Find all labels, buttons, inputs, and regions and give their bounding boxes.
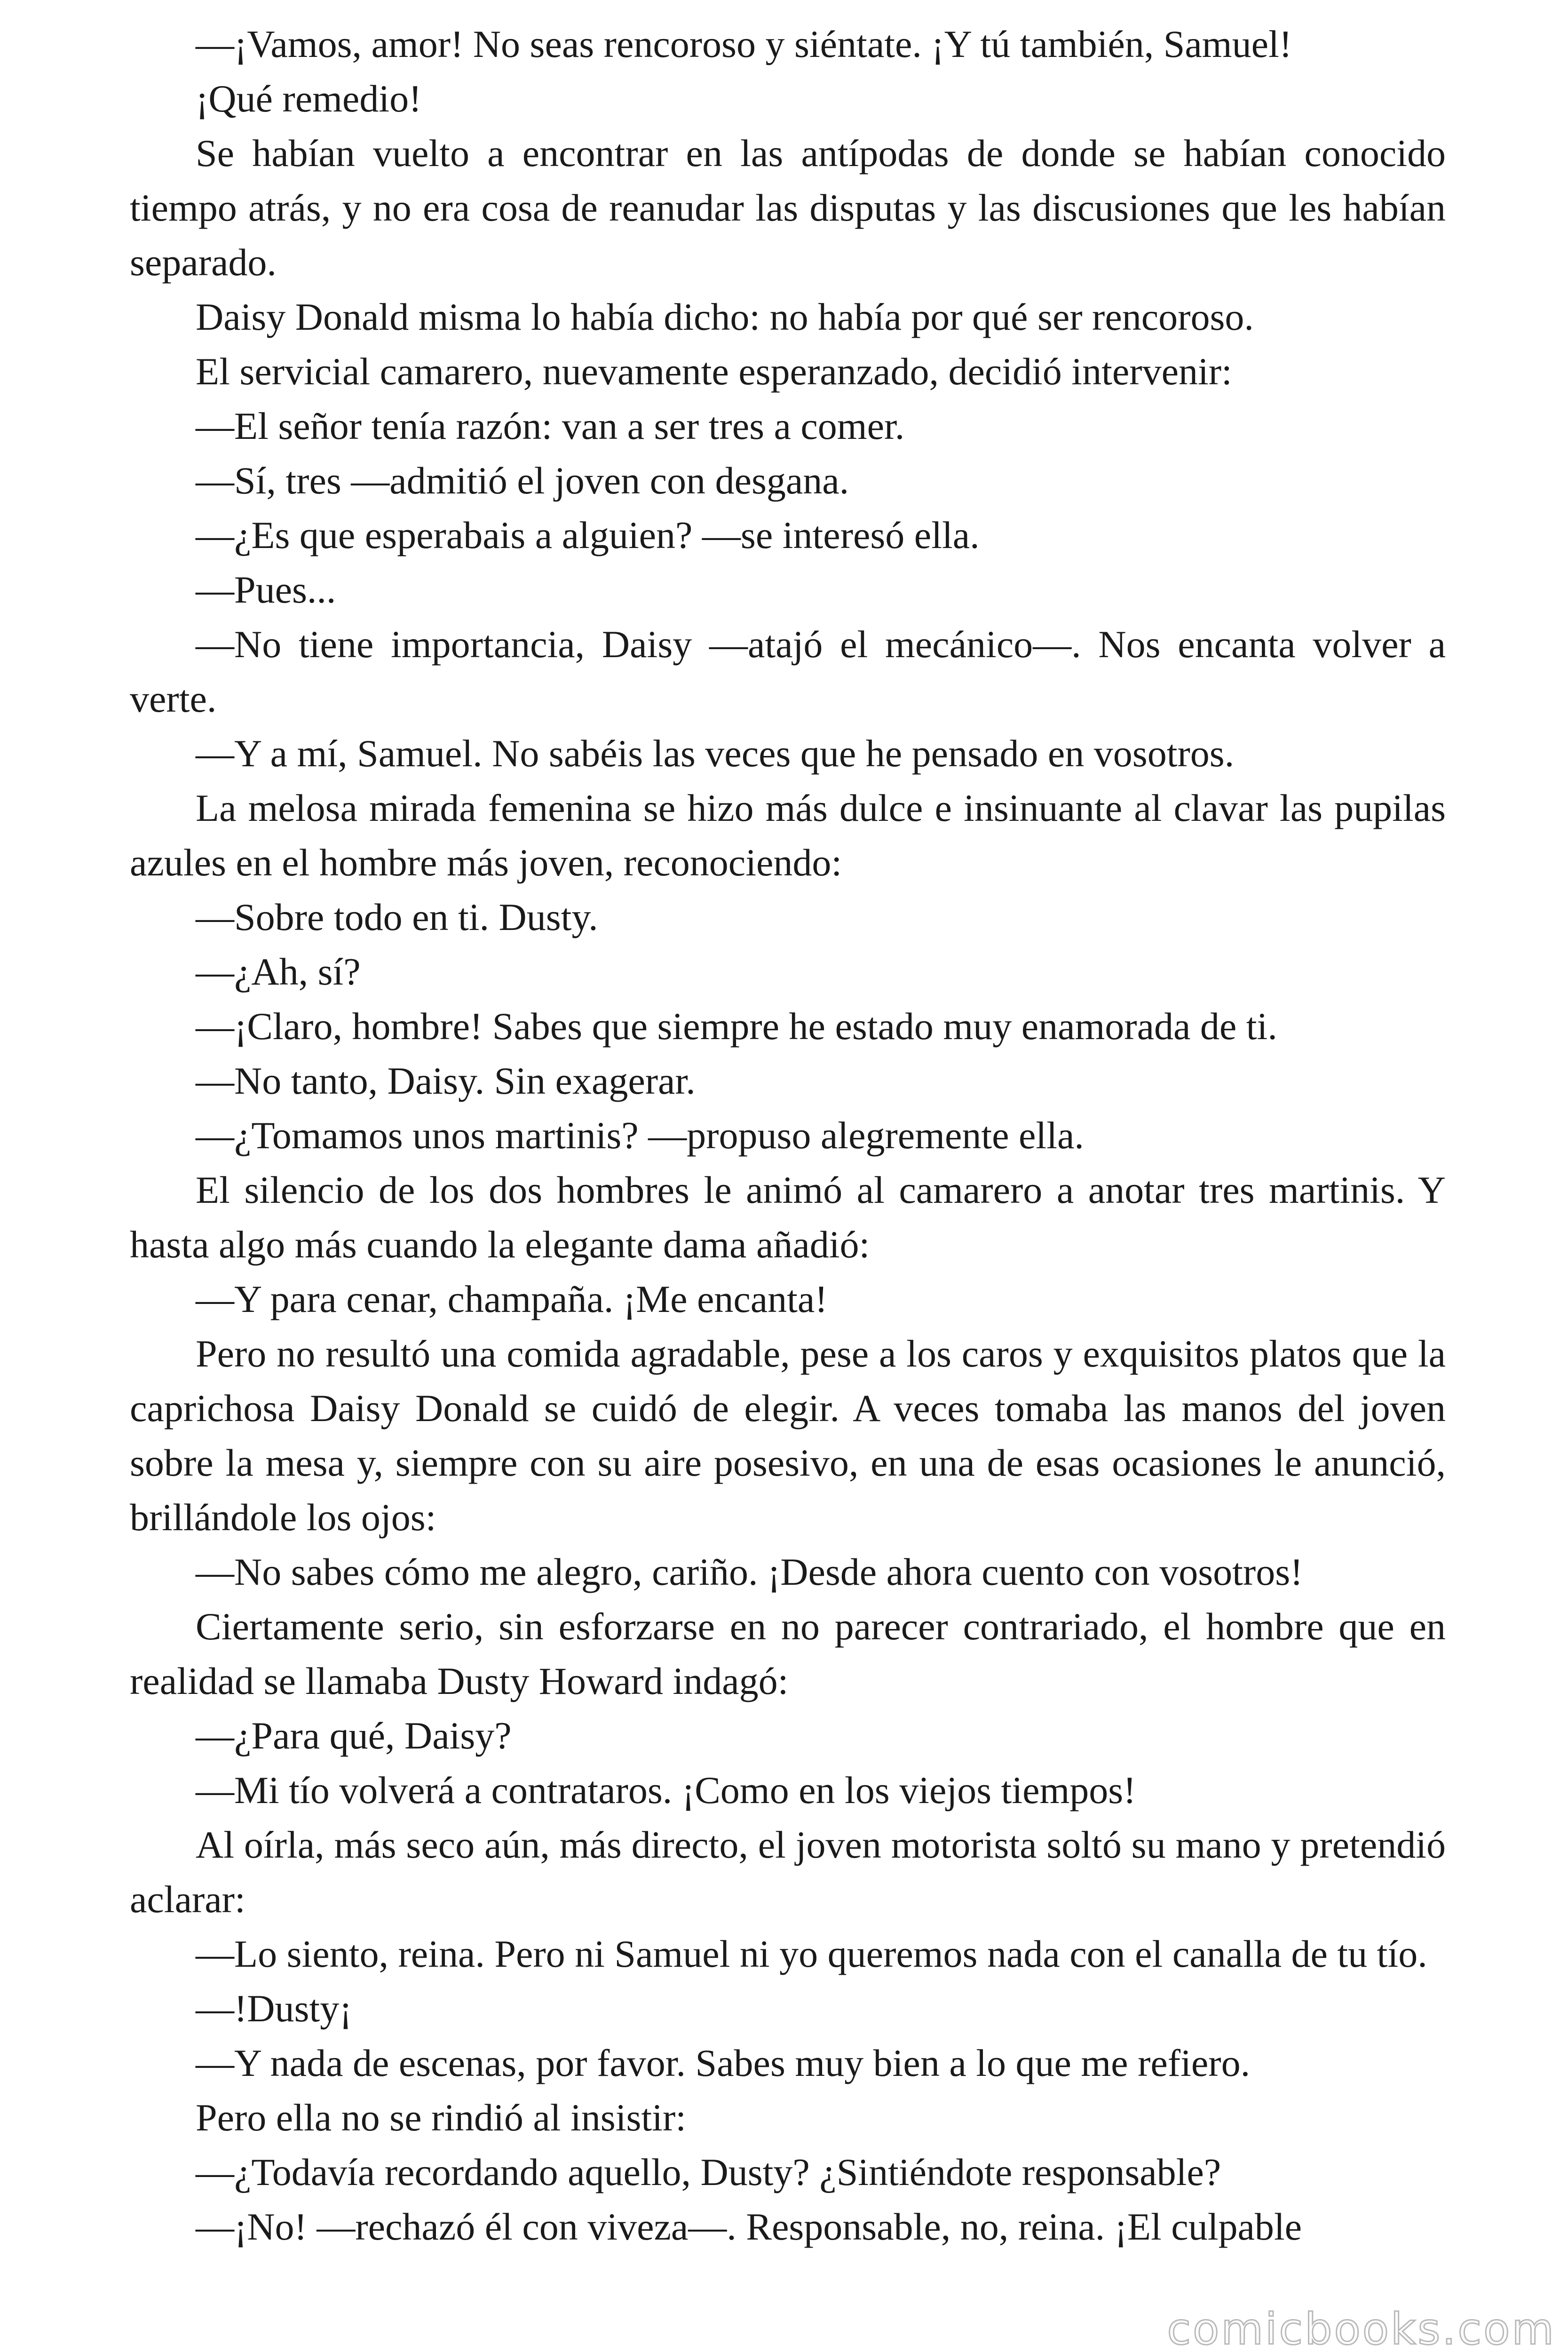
paragraph: Daisy Donald misma lo había dicho: no había por qué ser rencoroso. [196,295,1254,338]
paragraph: —¿Tomamos unos martinis? —propuso alegremente ella. [196,1114,1084,1157]
paragraph: Ciertamente serio, sin esforzarse en no parecer contrariado, el hombre que en realidad se llamaba Dusty Howard indagó: [130,1605,1446,1702]
paragraph: —¡No! —rechazó él con viveza—. Responsable, no, reina. ¡El culpable [196,2205,1302,2248]
paragraph: —¡Vamos, amor! No seas rencoroso y siéntate. ¡Y tú también, Samuel! [196,23,1292,65]
paragraph: —Mi tío volverá a contrataros. ¡Como en los viejos tiempos! [196,1769,1136,1812]
paragraph: El silencio de los dos hombres le animó al camarero a anotar tres martinis. Y hasta algo más cuando la elegante dama añadió: [130,1168,1446,1266]
paragraph: —!Dusty¡ [196,1987,352,2030]
paragraph: —¿Es que esperabais a alguien? —se interesó ella. [196,514,980,556]
paragraph: —¿Para qué, Daisy? [196,1714,512,1757]
paragraph: —Y nada de escenas, por favor. Sabes muy bien a lo que me refiero. [196,2042,1251,2084]
paragraph: ¡Qué remedio! [196,77,422,120]
paragraph: —Y a mí, Samuel. No sabéis las veces que he pensado en vosotros. [196,732,1235,775]
page-text [130,17,1446,2254]
paragraph: —Sobre todo en ti. Dusty. [196,896,598,938]
paragraph: —¿Ah, sí? [196,950,361,993]
paragraph: —Lo siento, reina. Pero ni Samuel ni yo queremos nada con el canalla de tu tío. [196,1932,1427,1975]
paragraph: —¿Todavía recordando aquello, Dusty? ¿Sintiéndote responsable? [196,2151,1221,2193]
paragraph: —¡Claro, hombre! Sabes que siempre he estado muy enamorada de ti. [196,1005,1277,1048]
paragraph: Se habían vuelto a encontrar en las antípodas de donde se habían conocido tiempo atrás, y no era cosa de reanudar las disputas y las discusiones que les habían separado. [130,132,1446,284]
paragraph: —El señor tenía razón: van a ser tres a comer. [196,405,905,447]
paragraph: —No tiene importancia, Daisy —atajó el mecánico—. Nos encanta volver a verte. [130,623,1446,720]
watermark: comicbooks.com [1167,2304,1556,2352]
paragraph: —Y para cenar, champaña. ¡Me encanta! [196,1278,828,1320]
paragraph: —Pues... [196,568,336,611]
paragraph: Pero ella no se rindió al insistir: [196,2096,687,2139]
paragraph: —Sí, tres —admitió el joven con desgana. [196,459,849,502]
paragraph: Al oírla, más seco aún, más directo, el joven motorista soltó su mano y pretendió aclarar: [130,1823,1446,1921]
paragraph: —No tanto, Daisy. Sin exagerar. [196,1059,696,1102]
paragraph: El servicial camarero, nuevamente esperanzado, decidió intervenir: [196,350,1232,393]
paragraph: La melosa mirada femenina se hizo más dulce e insinuante al clavar las pupilas azules en el hombre más joven, reconociendo: [130,787,1446,884]
paragraph: —No sabes cómo me alegro, cariño. ¡Desde ahora cuento con vosotros! [196,1550,1303,1593]
paragraph: Pero no resultó una comida agradable, pese a los caros y exquisitos platos que la caprichosa Daisy Donald se cuidó de elegir. A veces tomaba las manos del joven sobre la mesa y, siempre con su aire posesivo, en una de esas ocasiones le anunció, brillándole los ojos: [130,1332,1446,1539]
